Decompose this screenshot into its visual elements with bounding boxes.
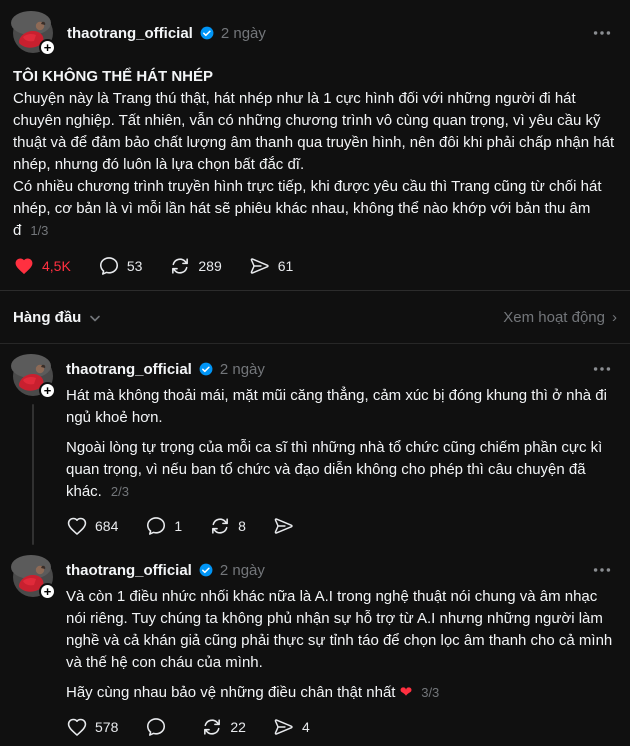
more-icon — [591, 358, 613, 380]
main-post — [0, 0, 630, 290]
plus-icon: + — [43, 584, 52, 599]
like-count: 4,5K — [42, 258, 71, 274]
share-icon — [273, 716, 295, 738]
main-post-header — [13, 13, 617, 53]
share-icon — [249, 255, 271, 277]
view-activity-label: Xem hoạt động — [503, 309, 605, 326]
comment-count: 1 — [174, 518, 183, 534]
comment-button[interactable] — [145, 716, 174, 738]
share-button[interactable] — [273, 716, 310, 738]
more-options-button[interactable] — [587, 356, 617, 382]
repost-icon — [169, 255, 191, 277]
like-button[interactable] — [13, 255, 71, 277]
page-indicator: 2/3 — [110, 484, 129, 499]
share-button[interactable] — [273, 515, 302, 537]
thread-connector-line — [32, 404, 34, 545]
chevron-down-icon — [87, 310, 103, 326]
comment-button[interactable] — [98, 255, 143, 277]
more-options-button[interactable] — [587, 557, 617, 583]
repost-button[interactable] — [201, 716, 246, 738]
username-row — [67, 23, 266, 43]
reply-1-content — [66, 356, 617, 545]
repost-count: 8 — [238, 518, 246, 534]
share-count: 61 — [277, 258, 294, 274]
like-button[interactable] — [66, 515, 118, 537]
repost-icon — [201, 716, 223, 738]
like-count: 578 — [95, 719, 119, 735]
sort-dropdown[interactable] — [13, 309, 103, 326]
plus-icon: + — [43, 383, 52, 398]
more-icon — [591, 22, 613, 44]
timestamp: 2 ngày — [220, 24, 266, 42]
comment-icon — [98, 255, 120, 277]
reply-1-body — [66, 385, 617, 503]
reply-paragraph-2-text: Ngoài lòng tự trọng của mỗi ca sĩ thì những nhà tổ chức cũng chiếm phần cực kì quan trọng, vì nếu ban tổ chức và đạo diễn không cho phép thì câu chuyện đã khác. — [66, 439, 603, 500]
reply-2-content — [66, 557, 617, 746]
avatar[interactable] — [13, 557, 53, 597]
view-activity-link[interactable] — [503, 309, 617, 326]
comment-icon — [145, 515, 167, 537]
reply-post-1 — [0, 344, 630, 545]
reply-paragraph-2 — [66, 682, 617, 704]
reply-1-actions — [66, 503, 617, 545]
timestamp: 2 ngày — [219, 360, 265, 378]
username[interactable]: thaotrang_official — [66, 360, 192, 378]
reply-paragraph-2 — [66, 437, 617, 503]
comment-button[interactable] — [145, 515, 182, 537]
follow-plus-badge[interactable] — [39, 583, 56, 600]
comment-count: 53 — [126, 258, 143, 274]
reply-2-gutter — [13, 557, 53, 746]
plus-icon: + — [43, 40, 52, 55]
repost-button[interactable] — [209, 515, 246, 537]
reply-1-gutter — [13, 356, 53, 545]
verified-badge-icon — [199, 362, 213, 376]
like-count: 684 — [95, 518, 119, 534]
post-paragraph-2-text: Có nhiều chương trình truyền hình trực tiếp, khi được yêu cầu thì Trang cũng từ chối hát nhép, cơ bản là vì mỗi lần hát sẽ phiêu khác nhau, không thể nào khớp với bản thu âm đ — [13, 178, 602, 239]
repost-icon — [209, 515, 231, 537]
comment-icon — [145, 716, 167, 738]
share-icon — [273, 515, 295, 537]
verified-badge-icon — [199, 563, 213, 577]
sort-label: Hàng đầu — [13, 309, 82, 326]
heart-icon — [66, 716, 88, 738]
avatar[interactable] — [13, 356, 53, 396]
reply-2-actions — [66, 704, 617, 746]
reply-paragraph-1: Và còn 1 điều nhức nhối khác nữa là A.I trong nghệ thuật nói chung và âm nhạc nói riêng. Tuy chúng ta không phủ nhận sự hỗ trợ từ A.I nhưng những người làm nghề và cả khán giả cũng phải thực sự tỉnh táo để chọn lọc âm thanh cho cả mình và thế hệ con cháu của mình. — [66, 588, 613, 671]
username-row — [66, 557, 617, 583]
red-heart-emoji: ❤ — [399, 684, 413, 701]
repost-count: 22 — [230, 719, 246, 735]
username[interactable]: thaotrang_official — [66, 561, 192, 579]
username-row — [66, 356, 617, 382]
follow-plus-badge[interactable] — [39, 382, 56, 399]
heart-icon — [66, 515, 88, 537]
reply-paragraph-2-text: Hãy cùng nhau bảo vệ những điều chân thật nhất — [66, 684, 396, 701]
main-post-actions — [13, 242, 617, 290]
page-indicator: 3/3 — [421, 685, 440, 700]
share-button[interactable] — [249, 255, 294, 277]
reply-2-body — [66, 586, 617, 704]
more-icon — [591, 559, 613, 581]
post-paragraph-1: Chuyện này là Trang thú thật, hát nhép như là 1 cực hình đối với những người đi hát chuyên nghiệp. Tất nhiên, vẫn có những chương trình vô cùng quan trọng, vì yêu cầu kỹ thuật và để đảm bảo chất lượng âm thanh qua truyền hình, nên đôi khi phải chấp nhận hát nhép, nhưng đó luôn là lựa chọn bất đắc dĩ. — [13, 90, 615, 173]
repost-button[interactable] — [169, 255, 221, 277]
post-title: TÔI KHÔNG THỂ HÁT NHÉP — [13, 68, 214, 85]
chevron-right-icon: › — [612, 309, 617, 326]
avatar[interactable] — [13, 13, 53, 53]
reply-paragraph-1: Hát mà không thoải mái, mặt mũi căng thẳng, cảm xúc bị đóng khung thì ở nhà đi ngủ khoẻ hơn. — [66, 387, 607, 426]
main-post-body — [13, 66, 617, 242]
verified-badge-icon — [200, 26, 214, 40]
page-indicator: 1/3 — [30, 223, 49, 238]
post-paragraph-2 — [13, 176, 617, 242]
username[interactable]: thaotrang_official — [67, 24, 193, 42]
repost-count: 289 — [198, 258, 222, 274]
reply-post-2 — [0, 545, 630, 746]
follow-plus-badge[interactable] — [39, 39, 56, 56]
timestamp: 2 ngày — [219, 561, 265, 579]
more-options-button[interactable] — [587, 20, 617, 46]
share-count: 4 — [301, 719, 310, 735]
like-button[interactable] — [66, 716, 118, 738]
filter-bar — [0, 291, 630, 343]
heart-filled-icon — [13, 255, 35, 277]
